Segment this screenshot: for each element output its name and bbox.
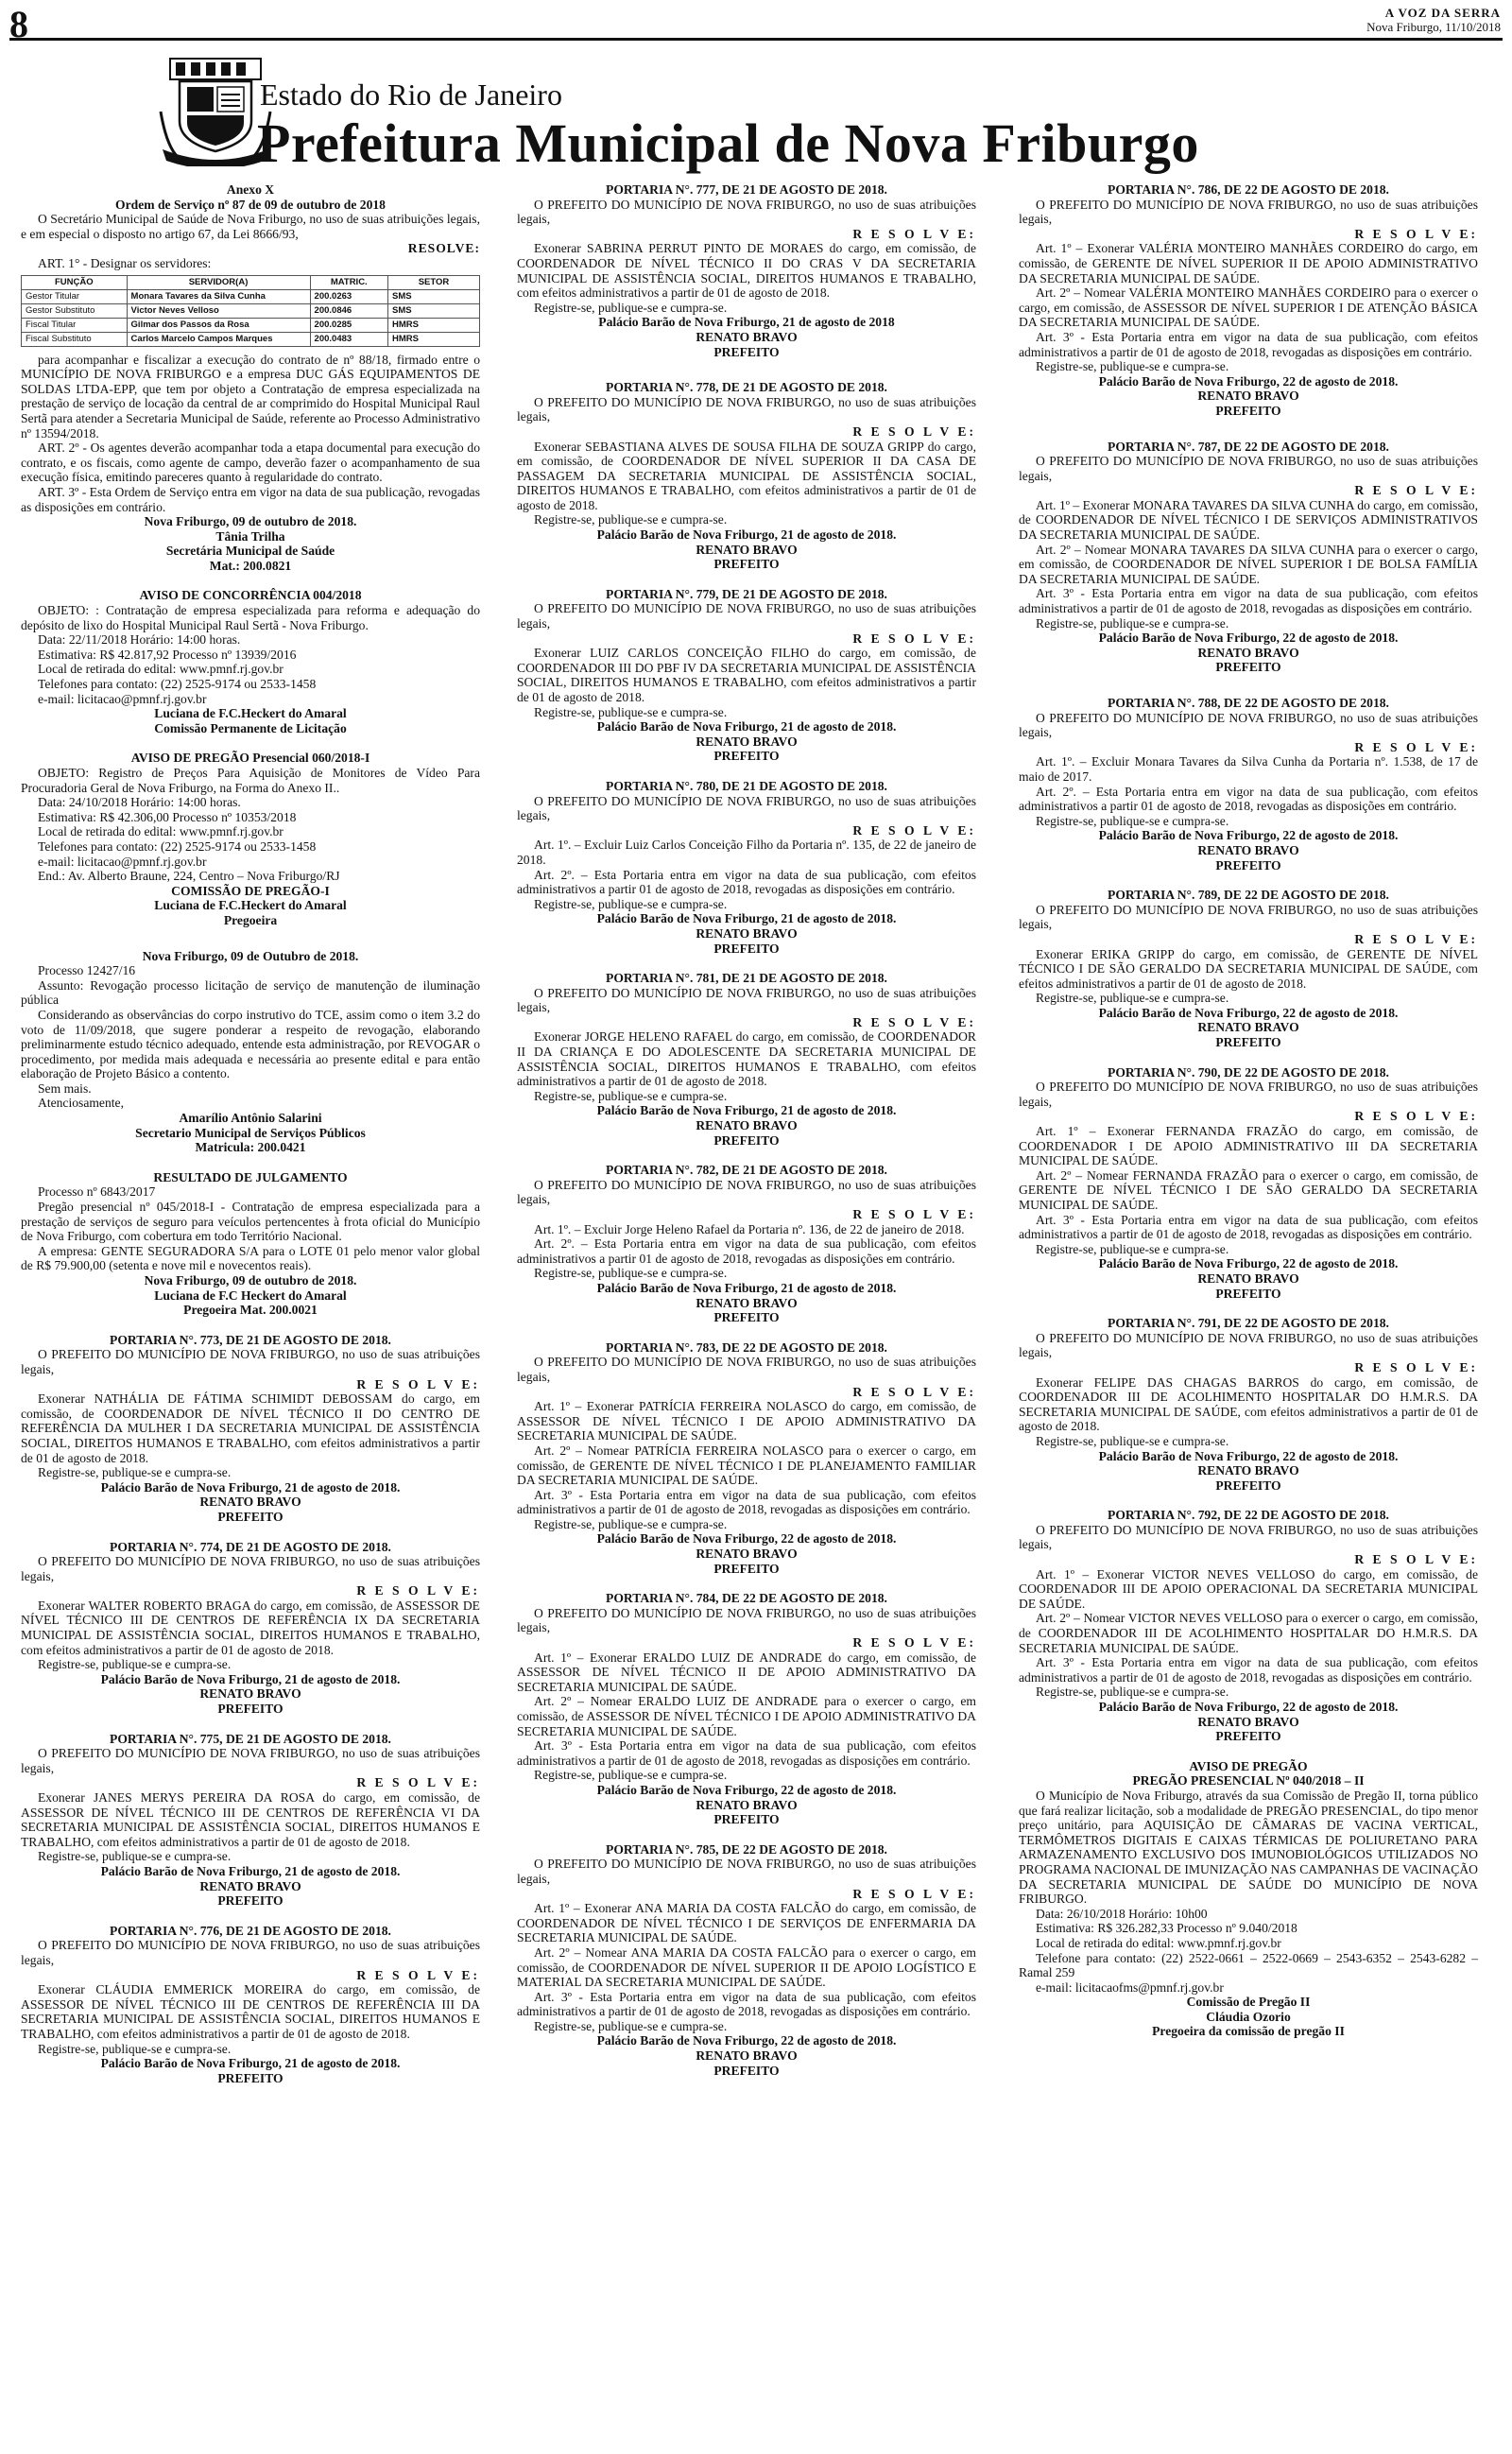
portaria-art2: Art. 2º. – Esta Portaria entra em vigor na data de sua publicação, com efeitos administrativos a partir 01 de agosto de 2018, revogadas as disposições em contrário. [517, 1236, 976, 1266]
portaria-art1: Art. 1º – Exonerar MONARA TAVARES DA SILVA CUNHA do cargo, em comissão, de COORDENADOR DE NÍVEL TÉCNICO I DE SERVIÇOS ADMINISTRATIVOS DA SECRETARIA MUNICIPAL DE SAÚDE. [1019, 497, 1478, 543]
portaria-date: Palácio Barão de Nova Friburgo, 22 de agosto de 2018. [1098, 828, 1399, 843]
portaria-art3: Art. 3º - Esta Portaria entra em vigor na data de sua publicação, com efeitos administrativos a partir de 01 de agosto de 2018, revogadas as disposições em contrário. [517, 1487, 976, 1517]
pregao-objeto: OBJETO: Registro de Preços Para Aquisição de Monitores de Vídeo Para Procuradoria Geral de Nova Friburgo, na Forma do Anexo II.. [21, 766, 480, 795]
signature-name: RENATO BRAVO [199, 1686, 301, 1702]
resolve-label: R E S O L V E: [356, 1583, 480, 1599]
registre-line: Registre-se, publique-se e cumpra-se. [38, 1849, 232, 1864]
signature-name: Luciana de F.C.Heckert do Amaral [154, 706, 347, 721]
anexo-label: Anexo X [226, 182, 275, 197]
portaria-title: PORTARIA N°. 783, DE 22 DE AGOSTO DE 2018. [606, 1339, 887, 1355]
spacer [21, 1155, 480, 1170]
signature-mat: Matricula: 200.0421 [195, 1140, 306, 1155]
portaria-art2: Art. 2º. – Esta Portaria entra em vigor na data de sua publicação, com efeitos administrativos a partir 01 de agosto de 2018, revogadas as disposições em contrário. [517, 867, 976, 897]
spacer [21, 1909, 480, 1924]
portaria-title: PORTARIA N°. 787, DE 22 DE AGOSTO DE 2018. [1108, 439, 1389, 454]
column-2 [517, 182, 976, 2078]
portaria-intro: O PREFEITO DO MUNICÍPIO DE NOVA FRIBURGO, no uso de suas atribuições legais, [21, 1938, 480, 1967]
portaria-body: Exonerar NATHÁLIA DE FÁTIMA SCHIMIDT DEBOSSAM do cargo, em comissão, de COORDENADOR DE NÍVEL TÉCNICO II DO CENTRO DE REFERÊNCIA DA MULHER I DA SECRETARIA MUNICIPAL DE ASSISTÊNCIA SOCIAL, DIREITOS HUMANOS E TRABALHO, com efeitos administrativos a partir de 01 de agosto de 2018. [21, 1391, 480, 1465]
column-3 [1019, 182, 1478, 2039]
signature-name: RENATO BRAVO [696, 925, 798, 941]
portaria-art3: Art. 3º - Esta Portaria entra em vigor na data de sua publicação, com efeitos administrativos a partir de 01 de agosto de 2018, revogadas as disposições em contrário. [1019, 586, 1478, 616]
signature-name: Luciana de F.C Heckert do Amaral [154, 1287, 347, 1303]
state-name: Estado do Rio de Janeiro [260, 78, 562, 112]
portaria-intro: O PREFEITO DO MUNICÍPIO DE NOVA FRIBURGO, no uso de suas atribuições legais, [21, 1746, 480, 1775]
revogacao-date: Nova Friburgo, 09 de Outubro de 2018. [142, 948, 359, 963]
registre-line: Registre-se, publique-se e cumpra-se. [534, 1768, 728, 1783]
spacer [1019, 873, 1478, 888]
portaria-art1: Art. 1º – Exonerar FERNANDA FRAZÃO do cargo, em comissão, de COORDENADOR I DE APOIO ADMINISTRATIVO III DA SECRETARIA MUNICIPAL DE SAÚDE. [1019, 1124, 1478, 1168]
signature-name: RENATO BRAVO [1197, 1463, 1299, 1478]
signature-role: PREFEITO [217, 1509, 284, 1524]
portaria-body: Exonerar SEBASTIANA ALVES DE SOUSA FILHA DE SOUZA GRIPP do cargo, em comissão, de COORDENADOR DE NÍVEL SUPERIOR II DA CASA DE PASSAGEM DA SECRETARIA MUNICIPAL DE ASSISTÊNCIA SOCIAL, DIREITOS HUMANOS E TRABALHO, com efeitos administrativos a partir de 01 de agosto de 2018. [517, 439, 976, 512]
resolve-label: R E S O L V E: [356, 1967, 480, 1982]
signature-mat: Mat.: 200.0821 [209, 558, 292, 573]
table-cell: HMRS [387, 332, 479, 346]
revogacao-assunto: Assunto: Revogação processo licitação de serviço de manutenção de iluminação pública [21, 977, 480, 1008]
pregao-telefone: Telefones para contato: (22) 2525-9174 ou 2533-1458 [38, 838, 317, 854]
spacer [21, 1525, 480, 1540]
portaria-art2: Art. 2º – Nomear ANA MARIA DA COSTA FALCÃO para o exercer o cargo, em comissão, de COORDENADOR DE NÍVEL SUPERIOR II DE APOIO LOGÍSTICO E MATERIAL DA SECRETARIA MUNICIPAL DE SAÚDE. [517, 1944, 976, 1990]
signature-role: PREFEITO [1215, 1035, 1281, 1050]
table-cell: 200.0263 [310, 289, 387, 303]
spacer [1019, 1050, 1478, 1065]
table-cell: Gestor Titular [22, 289, 128, 303]
ordem-servico-date: Nova Friburgo, 09 de outubro de 2018. [144, 514, 357, 529]
portaria-intro: O PREFEITO DO MUNICÍPIO DE NOVA FRIBURGO, no uso de suas atribuições legais, [517, 1355, 976, 1384]
resolve-label: RESOLVE: [407, 241, 480, 256]
portaria-title: PORTARIA N°. 782, DE 21 DE AGOSTO DE 2018. [606, 1163, 887, 1178]
registre-line: Registre-se, publique-se e cumpra-se. [534, 1266, 728, 1281]
spacer [517, 359, 976, 380]
signature-name: RENATO BRAVO [696, 1118, 798, 1133]
portaria-intro: O PREFEITO DO MUNICÍPIO DE NOVA FRIBURGO, no uso de suas atribuições legais, [21, 1554, 480, 1583]
signature-role: PREFEITO [1215, 403, 1281, 418]
portaria-intro: O PREFEITO DO MUNICÍPIO DE NOVA FRIBURGO, no uso de suas atribuições legais, [21, 1347, 480, 1376]
portaria-body: Exonerar CLÁUDIA EMMERICK MOREIRA do cargo, em comissão, de ASSESSOR DE NÍVEL TÉCNICO III DE CENTROS DE REFERÊNCIA III DA SECRETARIA MUNICIPAL DE ASSISTÊNCIA SOCIAL, DIREITOS HUMANOS E TRABALHO, com efeitos administrativos a partir de 01 de agosto de 2018. [21, 1982, 480, 2041]
registre-line: Registre-se, publique-se e cumpra-se. [1036, 991, 1229, 1006]
table-cell: HMRS [387, 318, 479, 332]
concorrencia-objeto: OBJETO: : Contratação de empresa especializada para reforma e adequação do depósito de lixo do Hospital Municipal Raul Sertã - Nova Friburgo. [21, 603, 480, 632]
signature-role: PREFEITO [713, 1561, 780, 1576]
signature-role: PREFEITO [217, 1893, 284, 1909]
portaria-intro: O PREFEITO DO MUNICÍPIO DE NOVA FRIBURGO, no uso de suas atribuições legais, [517, 394, 976, 424]
signature-role: PREFEITO [713, 1812, 780, 1827]
signature-role: PREFEITO [1215, 1286, 1281, 1301]
table-cell: SMS [387, 289, 479, 303]
registre-line: Registre-se, publique-se e cumpra-se. [1036, 1433, 1229, 1448]
table-cell: Gilmar dos Passos da Rosa [127, 318, 310, 332]
table-cell: Fiscal Substituto [22, 332, 128, 346]
registre-line: Registre-se, publique-se e cumpra-se. [1036, 813, 1229, 828]
portaria-date: Palácio Barão de Nova Friburgo, 21 de agosto de 2018. [596, 1103, 897, 1118]
signature-name: Amarílio Antônio Salarini [179, 1111, 322, 1126]
table-cell: 200.0483 [310, 332, 387, 346]
signature-name: Luciana de F.C.Heckert do Amaral [154, 898, 347, 913]
signature-name: RENATO BRAVO [696, 2048, 798, 2064]
portaria-body: Exonerar FELIPE DAS CHAGAS BARROS do cargo, em comissão, de COORDENADOR III DE ACOLHIMENTO HOSPITALAR DO H.M.R.S. DA SECRETARIA MUNICIPAL DE SAÚDE, com efeitos administrativos a partir de 01 de agosto de 2018. [1019, 1374, 1478, 1434]
table-row [22, 303, 480, 318]
spacer [1019, 1301, 1478, 1316]
pregao-data: Data: 24/10/2018 Horário: 14:00 horas. [38, 795, 241, 810]
masthead-info [1366, 6, 1501, 34]
portaria-body: Exonerar ERIKA GRIPP do cargo, em comissão, de GERENTE DE NÍVEL TÉCNICO I DE SÃO GERALDO DA SECRETARIA MUNICIPAL DE SAÚDE, com efeitos administrativos a partir de 01 de agosto de 2018. [1019, 946, 1478, 991]
registre-line: Registre-se, publique-se e cumpra-se. [1036, 1685, 1229, 1700]
spacer [21, 928, 480, 949]
portaria-title: PORTARIA N°. 792, DE 22 DE AGOSTO DE 2018. [1108, 1508, 1389, 1523]
spacer [517, 1827, 976, 1842]
portaria-date: Palácio Barão de Nova Friburgo, 22 de agosto de 2018. [596, 2033, 897, 2048]
table-header: MATRIC. [310, 275, 387, 289]
revogacao-processo: Processo 12427/16 [38, 963, 136, 978]
portaria-date: Palácio Barão de Nova Friburgo, 22 de agosto de 2018. [596, 1782, 897, 1797]
concorrencia-estimativa: Estimativa: R$ 42.817,92 Processo nº 13939/2016 [38, 647, 297, 662]
revogacao-sem-mais: Sem mais. [38, 1080, 92, 1096]
concorrencia-telefone: Telefones para contato: (22) 2525-9174 ou 2533-1458 [38, 677, 317, 692]
spacer [1019, 675, 1478, 696]
resolve-label: R E S O L V E: [852, 1207, 976, 1221]
portaria-intro: O PREFEITO DO MUNICÍPIO DE NOVA FRIBURGO, no uso de suas atribuições legais, [1019, 1522, 1478, 1552]
registre-line: Registre-se, publique-se e cumpra-se. [534, 1088, 728, 1103]
signature-name: RENATO BRAVO [1197, 1714, 1299, 1729]
portaria-date: Palácio Barão de Nova Friburgo, 22 de agosto de 2018. [1098, 373, 1399, 389]
portaria-art3: Art. 3º - Esta Portaria entra em vigor na data de sua publicação, com efeitos administrativos a partir de 01 de agosto de 2018, revogadas as disposições em contrário. [1019, 329, 1478, 359]
portaria-intro: O PREFEITO DO MUNICÍPIO DE NOVA FRIBURGO, no uso de suas atribuições legais, [517, 793, 976, 823]
resolve-label: R E S O L V E: [852, 822, 976, 838]
portaria-intro: O PREFEITO DO MUNICÍPIO DE NOVA FRIBURGO, no uso de suas atribuições legais, [1019, 1330, 1478, 1360]
portaria-intro: O PREFEITO DO MUNICÍPIO DE NOVA FRIBURGO, no uso de suas atribuições legais, [1019, 1080, 1478, 1109]
portaria-title: PORTARIA N°. 789, DE 22 DE AGOSTO DE 2018. [1108, 888, 1389, 903]
signature-role: PREFEITO [713, 557, 780, 572]
concorrencia-email: e-mail: licitacao@pmnf.rj.gov.br [38, 691, 207, 706]
portaria-art3: Art. 3º - Esta Portaria entra em vigor na data de sua publicação, com efeitos administrativos a partir de 01 de agosto de 2018, revogadas as disposições em contrário. [517, 1989, 976, 2019]
portaria-title: PORTARIA N°. 773, DE 21 DE AGOSTO DE 2018. [110, 1332, 391, 1347]
resolve-label: R E S O L V E: [1354, 1109, 1478, 1124]
portaria-intro: O PREFEITO DO MUNICÍPIO DE NOVA FRIBURGO, no uso de suas atribuições legais, [517, 1857, 976, 1886]
portaria-date: Palácio Barão de Nova Friburgo, 21 de agosto de 2018. [596, 719, 897, 734]
table-cell: Monara Tavares da Silva Cunha [127, 289, 310, 303]
spacer [517, 956, 976, 971]
resolve-label: R E S O L V E: [1354, 1359, 1478, 1374]
portaria-title: PORTARIA N°. 790, DE 22 DE AGOSTO DE 2018. [1108, 1064, 1389, 1080]
signature-name: RENATO BRAVO [199, 1495, 301, 1510]
pregao-endereco: End.: Av. Alberto Braune, 224, Centro – Nova Friburgo/RJ [38, 869, 340, 884]
pregao-estimativa: Estimativa: R$ 42.306,00 Processo nº 10353/2018 [38, 809, 297, 824]
portaria-intro: O PREFEITO DO MUNICÍPIO DE NOVA FRIBURGO, no uso de suas atribuições legais, [517, 1605, 976, 1635]
signature-name: RENATO BRAVO [696, 542, 798, 557]
revogacao-atenciosamente: Atenciosamente, [38, 1096, 124, 1111]
concorrencia-data: Data: 22/11/2018 Horário: 14:00 horas. [38, 632, 241, 648]
portaria-title: PORTARIA N°. 777, DE 21 DE AGOSTO DE 2018. [606, 182, 887, 197]
portaria-date: Palácio Barão de Nova Friburgo, 21 de agosto de 2018. [100, 1671, 401, 1686]
table-cell: Gestor Substituto [22, 303, 128, 318]
registre-line: Registre-se, publique-se e cumpra-se. [38, 1657, 232, 1672]
prefeitura-header [151, 47, 1493, 175]
portaria-intro: O PREFEITO DO MUNICÍPIO DE NOVA FRIBURGO, no uso de suas atribuições legais, [1019, 710, 1478, 740]
portaria-date: Palácio Barão de Nova Friburgo, 21 de agosto de 2018. [100, 1863, 401, 1878]
table-header: SETOR [387, 275, 479, 289]
ordem-servico-title: Ordem de Serviço nº 87 de 09 de outubro de 2018 [115, 197, 386, 212]
portaria-title: PORTARIA N°. 774, DE 21 DE AGOSTO DE 2018. [110, 1539, 391, 1554]
portaria-date: Palácio Barão de Nova Friburgo, 21 de agosto de 2018. [100, 2056, 401, 2071]
table-header-row [22, 275, 480, 289]
portaria-date: Palácio Barão de Nova Friburgo, 22 de agosto de 2018. [1098, 1005, 1399, 1020]
ordem-servico-art3: ART. 3º - Esta Ordem de Serviço entra em vigor na data de sua publicação, revogadas as disposições em contrário. [21, 484, 480, 514]
registre-line: Registre-se, publique-se e cumpra-se. [1036, 615, 1229, 631]
signature-name: RENATO BRAVO [696, 329, 798, 344]
resolve-label: R E S O L V E: [852, 1886, 976, 1901]
portaria-art1: Art. 1º. – Excluir Monara Tavares da Silva Cunha da Portaria nº. 1.538, de 17 de maio de 2017. [1019, 754, 1478, 784]
portaria-date: Palácio Barão de Nova Friburgo, 21 de agosto de 2018. [596, 527, 897, 543]
signature-name: RENATO BRAVO [696, 1547, 798, 1562]
portaria-art2: Art. 2º. – Esta Portaria entra em vigor na data de sua publicação, com efeitos administrativos a partir 01 de agosto de 2018, revogadas as disposições em contrário. [1019, 784, 1478, 814]
resolve-label: R E S O L V E: [852, 423, 976, 439]
signature-role: PREFEITO [1215, 857, 1281, 873]
resolve-label: R E S O L V E: [852, 631, 976, 646]
art1-label: ART. 1° - Designar os servidores: [38, 255, 212, 270]
portaria-body: Exonerar JORGE HELENO RAFAEL do cargo, em comissão, de COORDENADOR II DA CRIANÇA E DO ADOLESCENTE DA SECRETARIA MUNICIPAL DE ASSISTÊNCIA SOCIAL, DIREITOS HUMANOS E TRABALHO, com efeitos administrativos a partir de 01 de agosto de 2018. [517, 1029, 976, 1089]
portaria-body: Exonerar SABRINA PERRUT PINTO DE MORAES do cargo, em comissão, de COORDENADOR DE NÍVEL TÉCNICO II DO CRAS V DA SECRETARIA MUNICIPAL DE ASSISTÊNCIA SOCIAL, DIREITOS HUMANOS E TRABALHO, com efeitos administrativos a partir de 01 de agosto de 2018. [517, 241, 976, 301]
portaria-art2: Art. 2º – Nomear VALÉRIA MONTEIRO MANHÃES CORDEIRO para o exercer o cargo, em comissão, de ASSESSOR DE NÍVEL SUPERIOR I DE ATENÇÃO BÁSICA DA SECRETARIA MUNICIPAL DE SAÚDE. [1019, 285, 1478, 330]
portaria-art2: Art. 2º – Nomear MONARA TAVARES DA SILVA CUNHA para o exercer o cargo, em comissão, de COORDENADOR DE NÍVEL SUPERIOR I DE BOLSA FAMÍLIA DA SECRETARIA MUNICIPAL DE SAÚDE. [1019, 542, 1478, 586]
registre-line: Registre-se, publique-se e cumpra-se. [534, 1516, 728, 1531]
signature-role: PREFEITO [713, 1132, 780, 1148]
ordem-servico-art2: ART. 2º - Os agentes deverão acompanhar toda a etapa documental para execução do contrato, e os fiscais, como agente de campo, deverão fazer o acompanhamento de sua execução física, emitindo pareceres quanto à regularidade do contrato. [21, 441, 480, 485]
signature-name: RENATO BRAVO [1197, 1270, 1299, 1286]
aviso-pregao-title: AVISO DE PREGÃO [1189, 1758, 1308, 1773]
resolve-label: R E S O L V E: [1354, 1552, 1478, 1567]
signature-role: Pregoeira Mat. 200.0021 [183, 1303, 318, 1318]
ordem-servico-body: para acompanhar e fiscalizar a execução do contrato de nº 88/18, firmado entre o MUNICÍPIO DE NOVA FRIBURGO e a empresa DUC GÁS EQUIPAMENTOS DE SOLDAS LTDA-EPP, que tem por objeto a Contratação de empresa especializada na prestação de serviço de locação da central de ar comprimido do Hospital Municipal Raul Sertã para atender a Secretaria Municipal de Saúde, referente ao Processo Administrativo nº 13594/2018. [21, 352, 480, 441]
pregao-title: AVISO DE PREGÃO Presencial 060/2018-I [130, 751, 370, 766]
signature-role: PREFEITO [217, 2070, 284, 2085]
top-rule [9, 38, 1503, 41]
coat-of-arms-icon [159, 55, 272, 166]
portaria-art3: Art. 3º - Esta Portaria entra em vigor na data de sua publicação, com efeitos administrativos a partir de 01 de agosto de 2018, revogadas as disposições em contrário. [1019, 1655, 1478, 1685]
resolve-label: R E S O L V E: [1354, 931, 1478, 946]
resultado-empresa: A empresa: GENTE SEGURADORA S/A para o LOTE 01 pelo menor valor global de R$ 79.900,00 (setenta e nove mil e novecentos reais). [21, 1243, 480, 1273]
portaria-title: PORTARIA N°. 785, DE 22 DE AGOSTO DE 2018. [606, 1841, 887, 1857]
resolve-label: R E S O L V E: [1354, 483, 1478, 498]
resolve-label: R E S O L V E: [852, 1384, 976, 1399]
signature-role: PREFEITO [1215, 660, 1281, 675]
portaria-title: PORTARIA N°. 786, DE 22 DE AGOSTO DE 2018. [1108, 182, 1389, 197]
portaria-title: PORTARIA N°. 788, DE 22 DE AGOSTO DE 2018. [1108, 696, 1389, 710]
signature-role: PREFEITO [713, 344, 780, 359]
portaria-art1: Art. 1º – Exonerar VALÉRIA MONTEIRO MANHÃES CORDEIRO do cargo, em comissão, de GERENTE DE NÍVEL SUPERIOR II DE APOIO ADMINISTRATIVO DA SECRETARIA MUNICIPAL DE SAÚDE. [1019, 241, 1478, 285]
portaria-art2: Art. 2º – Nomear FERNANDA FRAZÃO para o exercer o cargo, em comissão, de GERENTE DE NÍVEL TÉCNICO I DE SÃO GERALDO DA SECRETARIA MUNICIPAL DE SAÚDE. [1019, 1167, 1478, 1212]
portaria-intro: O PREFEITO DO MUNICÍPIO DE NOVA FRIBURGO, no uso de suas atribuições legais, [517, 197, 976, 227]
table-row [22, 318, 480, 332]
registre-line: Registre-se, publique-se e cumpra-se. [1036, 359, 1229, 374]
signature-role: Secretária Municipal de Saúde [165, 544, 335, 559]
portaria-date: Palácio Barão de Nova Friburgo, 22 de agosto de 2018. [1098, 1700, 1399, 1714]
page-number: 8 [9, 3, 28, 45]
portaria-title: PORTARIA N°. 780, DE 21 DE AGOSTO DE 2018. [606, 778, 887, 793]
portaria-art2: Art. 2º – Nomear VICTOR NEVES VELLOSO para o exercer o cargo, em comissão, de COORDENADOR III DE ACOLHIMENTO HOSPITALAR DO H.M.R.S. DA SECRETARIA MUNICIPAL DE SAÚDE. [1019, 1611, 1478, 1655]
portaria-art2: Art. 2º – Nomear ERALDO LUIZ DE ANDRADE para o exercer o cargo, em comissão, de ASSESSOR DE NÍVEL TÉCNICO I DE APOIO ADMINISTRATIVO DA SECRETARIA MUNICIPAL DE SAÚDE. [517, 1694, 976, 1738]
resolve-label: R E S O L V E: [852, 1635, 976, 1650]
spacer [21, 573, 480, 588]
servidores-table [21, 275, 480, 347]
signature-role: Comissão Permanente de Licitação [154, 720, 347, 735]
prefeitura-title: Prefeitura Municipal de Nova Friburgo [257, 112, 1199, 174]
aviso-pregao-email: e-mail: licitacaofms@pmnf.rj.gov.br [1036, 1979, 1224, 1995]
table-row [22, 289, 480, 303]
resolve-label: R E S O L V E: [852, 226, 976, 241]
table-cell: 200.0285 [310, 318, 387, 332]
portaria-intro: O PREFEITO DO MUNICÍPIO DE NOVA FRIBURGO, no uso de suas atribuições legais, [1019, 902, 1478, 932]
portaria-art1: Art. 1º – Exonerar PATRÍCIA FERREIRA NOLASCO do cargo, em comissão, de ASSESSOR DE NÍVEL TÉCNICO I DE APOIO ADMINISTRATIVO DA SECRETARIA MUNICIPAL DE SAÚDE. [517, 1399, 976, 1443]
registre-line: Registre-se, publique-se e cumpra-se. [534, 300, 728, 315]
signature-role: PREFEITO [713, 749, 780, 764]
portaria-title: PORTARIA N°. 778, DE 21 DE AGOSTO DE 2018. [606, 380, 887, 395]
portaria-date: Palácio Barão de Nova Friburgo, 21 de agosto de 2018. [596, 911, 897, 926]
portaria-art1: Art. 1º – Exonerar ANA MARIA DA COSTA FALCÃO do cargo, em comissão, de COORDENADOR DE NÍVEL TÉCNICO I DE SERVIÇOS DE ENFERMARIA DA SECRETARIA MUNICIPAL DE SAÚDE. [517, 1901, 976, 1945]
signature-name: RENATO BRAVO [696, 1295, 798, 1310]
revogacao-body: Considerando as observâncias do corpo instrutivo do TCE, assim como o item 3.2 do voto de 11/09/2018, que sugere ponderar a respeito de revogação, elaborando preliminarmente estudo técnico adequado, entende esta administração, por REVOGAR o procedimento, por medida mais adequada e necessária ao presente edital e para então elaboração de Projeto Básico a contento. [21, 1007, 480, 1081]
signature-name: Cláudia Ozorio [1206, 2009, 1291, 2024]
signature-name: RENATO BRAVO [696, 734, 798, 749]
signature-name: Tânia Trilha [215, 528, 285, 544]
portaria-art2: Art. 2º – Nomear PATRÍCIA FERREIRA NOLASCO para o exercer o cargo, em comissão, de GERENTE DE NÍVEL TÉCNICO I DE PLANEJAMENTO FAMILIAR DA SECRETARIA MUNICIPAL DE SAÚDE. [517, 1443, 976, 1488]
portaria-date: Palácio Barão de Nova Friburgo, 22 de agosto de 2018. [1098, 1448, 1399, 1463]
edition-date: Nova Friburgo, 11/10/2018 [1366, 20, 1501, 34]
table-row [22, 332, 480, 346]
signature-role: PREFEITO [217, 1702, 284, 1717]
aviso-pregao-estimativa: Estimativa: R$ 326.282,33 Processo nº 9.040/2018 [1036, 1921, 1297, 1936]
resolve-label: R E S O L V E: [852, 1014, 976, 1029]
portaria-date: Palácio Barão de Nova Friburgo, 21 de agosto de 2018 [598, 315, 895, 330]
portaria-art3: Art. 3º - Esta Portaria entra em vigor na data de sua publicação, com efeitos administrativos a partir de 01 de agosto de 2018, revogadas as disposições em contrário. [517, 1738, 976, 1768]
portaria-date: Palácio Barão de Nova Friburgo, 22 de agosto de 2018. [1098, 1256, 1399, 1271]
resolve-label: R E S O L V E: [356, 1376, 480, 1391]
signature-role: Comissão de Pregão II [1186, 1995, 1311, 2010]
table-cell: SMS [387, 303, 479, 318]
aviso-pregao-subtitle: PREGÃO PRESENCIAL Nº 040/2018 – II [1132, 1773, 1365, 1789]
portaria-date: Palácio Barão de Nova Friburgo, 21 de agosto de 2018. [596, 1280, 897, 1295]
signature-name: RENATO BRAVO [1197, 389, 1299, 404]
portaria-art3: Art. 3º - Esta Portaria entra em vigor na data de sua publicação, com efeitos administrativos a partir de 01 de agosto de 2018, revogadas as disposições em contrário. [1019, 1212, 1478, 1242]
portaria-body: Exonerar JANES MERYS PEREIRA DA ROSA do cargo, em comissão, de ASSESSOR DE NÍVEL TÉCNICO III DE CENTROS DE REFERÊNCIA VI DA SECRETARIA MUNICIPAL DE ASSISTÊNCIA SOCIAL, DIREITOS HUMANOS E TRABALHO, com efeitos administrativos a partir de 01 de agosto de 2018. [21, 1790, 480, 1849]
signature-role: Pregoeira da comissão de pregão II [1152, 2024, 1345, 2039]
signature-role: COMISSÃO DE PREGÃO-I [171, 883, 330, 898]
table-header: FUNÇÃO [22, 275, 128, 289]
concorrencia-local: Local de retirada do edital: www.pmnf.rj.gov.br [38, 662, 284, 677]
portaria-title: PORTARIA N°. 779, DE 21 DE AGOSTO DE 2018. [606, 586, 887, 601]
resultado-title: RESULTADO DE JULGAMENTO [153, 1169, 348, 1184]
registre-line: Registre-se, publique-se e cumpra-se. [534, 704, 728, 719]
aviso-pregao-data: Data: 26/10/2018 Horário: 10h00 [1036, 1906, 1208, 1921]
portaria-art1: Art. 1º. – Excluir Jorge Heleno Rafael da Portaria nº. 136, de 22 de janeiro de 2018. [534, 1221, 965, 1236]
signature-name: RENATO BRAVO [199, 1878, 301, 1893]
table-cell: Victor Neves Velloso [127, 303, 310, 318]
resolve-label: R E S O L V E: [1354, 739, 1478, 754]
portaria-intro: O PREFEITO DO MUNICÍPIO DE NOVA FRIBURGO, no uso de suas atribuições legais, [517, 985, 976, 1015]
portaria-date: Palácio Barão de Nova Friburgo, 22 de agosto de 2018. [596, 1531, 897, 1547]
aviso-pregao-body: O Município de Nova Friburgo, através da sua Comissão de Pregão II, torna público que fará realizar licitação, sob a modalidade de PREGÃO PRESENCIAL, do tipo menor preço unitário, para AQUISIÇÃO DE CÂMARAS DE VACINA VERTICAL, TERMÔMETROS DIGITAIS E CAIXAS TÉRMICAS DE POLIURETANO PARA ARMAZENAMENTO EXCLUSIVO DOS IMUNOBIOLÓGICOS UTILIZADOS NO PROGRAMA NACIONAL DE IMUNIZAÇÃO NAS CAMPANHAS DE VACINAÇÃO DA SECRETARIA MUNICIPAL DE SAÚDE DO MUNICÍPIO DE NOVA FRIBURGO. [1019, 1788, 1478, 1907]
spacer [21, 1717, 480, 1732]
portaria-body: Exonerar LUIZ CARLOS CONCEIÇÃO FILHO do cargo, em comissão, de COORDENADOR III DO PBF IV DA SECRETARIA MUNICIPAL DE ASSISTÊNCIA SOCIAL, DIREITOS HUMANOS E TRABALHO, com efeitos administrativos a partir de 01 de agosto de 2018. [517, 646, 976, 704]
spacer [517, 572, 976, 587]
resultado-processo: Processo nº 6843/2017 [38, 1184, 156, 1200]
signature-role: PREFEITO [713, 2063, 780, 2078]
resolve-label: R E S O L V E: [1354, 226, 1478, 241]
spacer [1019, 1493, 1478, 1508]
signature-role: Pregoeira [223, 912, 278, 927]
registre-line: Registre-se, publique-se e cumpra-se. [38, 1465, 232, 1480]
pregao-email: e-mail: licitacao@pmnf.rj.gov.br [38, 854, 207, 869]
portaria-body: Exonerar WALTER ROBERTO BRAGA do cargo, em comissão, de ASSESSOR DE NÍVEL TÉCNICO III DE CENTROS DE REFERÊNCIA IX DA SECRETARIA MUNICIPAL DE ASSISTÊNCIA SOCIAL, DIREITOS HUMANOS E TRABALHO, com efeitos administrativos a partir de 01 de agosto de 2018. [21, 1598, 480, 1657]
spacer [1019, 1744, 1478, 1759]
signature-name: RENATO BRAVO [1197, 1020, 1299, 1035]
portaria-intro: O PREFEITO DO MUNICÍPIO DE NOVA FRIBURGO, no uso de suas atribuições legais, [517, 601, 976, 631]
table-cell: Carlos Marcelo Campos Marques [127, 332, 310, 346]
resultado-date: Nova Friburgo, 09 de outubro de 2018. [144, 1273, 357, 1287]
spacer [1019, 419, 1478, 440]
concorrencia-title: AVISO DE CONCORRÊNCIA 004/2018 [139, 588, 362, 603]
newspaper-name: A VOZ DA SERRA [1384, 6, 1501, 20]
spacer [21, 735, 480, 751]
registre-line: Registre-se, publique-se e cumpra-se. [38, 2041, 232, 2056]
signature-role: PREFEITO [1215, 1729, 1281, 1744]
portaria-intro: O PREFEITO DO MUNICÍPIO DE NOVA FRIBURGO, no uso de suas atribuições legais, [1019, 454, 1478, 483]
registre-line: Registre-se, publique-se e cumpra-se. [534, 896, 728, 911]
table-cell: Fiscal Titular [22, 318, 128, 332]
portaria-art1: Art. 1º – Exonerar VICTOR NEVES VELLOSO do cargo, em comissão, de COORDENADOR III DE APOIO OPERACIONAL DA SECRETARIA MUNICIPAL DE SAÚDE. [1019, 1566, 1478, 1611]
registre-line: Registre-se, publique-se e cumpra-se. [534, 2018, 728, 2033]
table-cell: 200.0846 [310, 303, 387, 318]
spacer [517, 1576, 976, 1591]
signature-role: PREFEITO [713, 1310, 780, 1325]
signature-name: RENATO BRAVO [1197, 842, 1299, 857]
spacer [517, 1148, 976, 1163]
signature-role: PREFEITO [713, 941, 780, 956]
portaria-title: PORTARIA N°. 784, DE 22 DE AGOSTO DE 2018. [606, 1591, 887, 1606]
column-1 [21, 182, 480, 2085]
signature-name: RENATO BRAVO [1197, 645, 1299, 660]
spacer [517, 764, 976, 779]
ordem-servico-intro: O Secretário Municipal de Saúde de Nova Friburgo, no uso de suas atribuições legais, e em especial o disposto no artigo 67, da Lei 8666/93, [21, 212, 480, 241]
signature-name: RENATO BRAVO [696, 1797, 798, 1812]
pregao-local: Local de retirada do edital: www.pmnf.rj.gov.br [38, 824, 284, 839]
spacer [517, 1325, 976, 1340]
signature-role: PREFEITO [1215, 1478, 1281, 1493]
portaria-title: PORTARIA N°. 781, DE 21 DE AGOSTO DE 2018. [606, 971, 887, 986]
resolve-label: R E S O L V E: [356, 1775, 480, 1790]
spacer [21, 1318, 480, 1333]
portaria-intro: O PREFEITO DO MUNICÍPIO DE NOVA FRIBURGO, no uso de suas atribuições legais, [1019, 197, 1478, 227]
registre-line: Registre-se, publique-se e cumpra-se. [1036, 1241, 1229, 1256]
table-header: SERVIDOR(A) [127, 275, 310, 289]
aviso-pregao-local: Local de retirada do edital: www.pmnf.rj.gov.br [1036, 1935, 1281, 1950]
portaria-title: PORTARIA N°. 791, DE 22 DE AGOSTO DE 2018. [1108, 1316, 1389, 1331]
portaria-title: PORTARIA N°. 775, DE 21 DE AGOSTO DE 2018. [110, 1731, 391, 1746]
registre-line: Registre-se, publique-se e cumpra-se. [534, 512, 728, 527]
resultado-body: Pregão presencial nº 045/2018-I - Contratação de empresa especializada para a prestação de serviços de seguro para veículos pertencentes à frota oficial do Município de Nova Friburgo, com cobertura em todo Território Nacional. [21, 1200, 480, 1244]
portaria-date: Palácio Barão de Nova Friburgo, 21 de agosto de 2018. [100, 1479, 401, 1495]
portaria-intro: O PREFEITO DO MUNICÍPIO DE NOVA FRIBURGO, no uso de suas atribuições legais, [517, 1177, 976, 1207]
portaria-art1: Art. 1º – Exonerar ERALDO LUIZ DE ANDRADE do cargo, em comissão, de ASSESSOR DE NÍVEL TÉCNICO II DE APOIO ADMINISTRATIVO DA SECRETARIA MUNICIPAL DE SAÚDE. [517, 1650, 976, 1694]
portaria-title: PORTARIA N°. 776, DE 21 DE AGOSTO DE 2018. [110, 1923, 391, 1938]
signature-role: Secretario Municipal de Serviços Públicos [135, 1125, 366, 1140]
portaria-date: Palácio Barão de Nova Friburgo, 22 de agosto de 2018. [1098, 631, 1399, 646]
portaria-art1: Art. 1º. – Excluir Luiz Carlos Conceição Filho da Portaria nº. 135, de 22 de janeiro de 2018. [517, 838, 976, 867]
aviso-pregao-telefone: Telefone para contato: (22) 2522-0661 – 2522-0669 – 2543-6352 – 2543-6282 – Ramal 259 [1019, 1950, 1478, 1980]
